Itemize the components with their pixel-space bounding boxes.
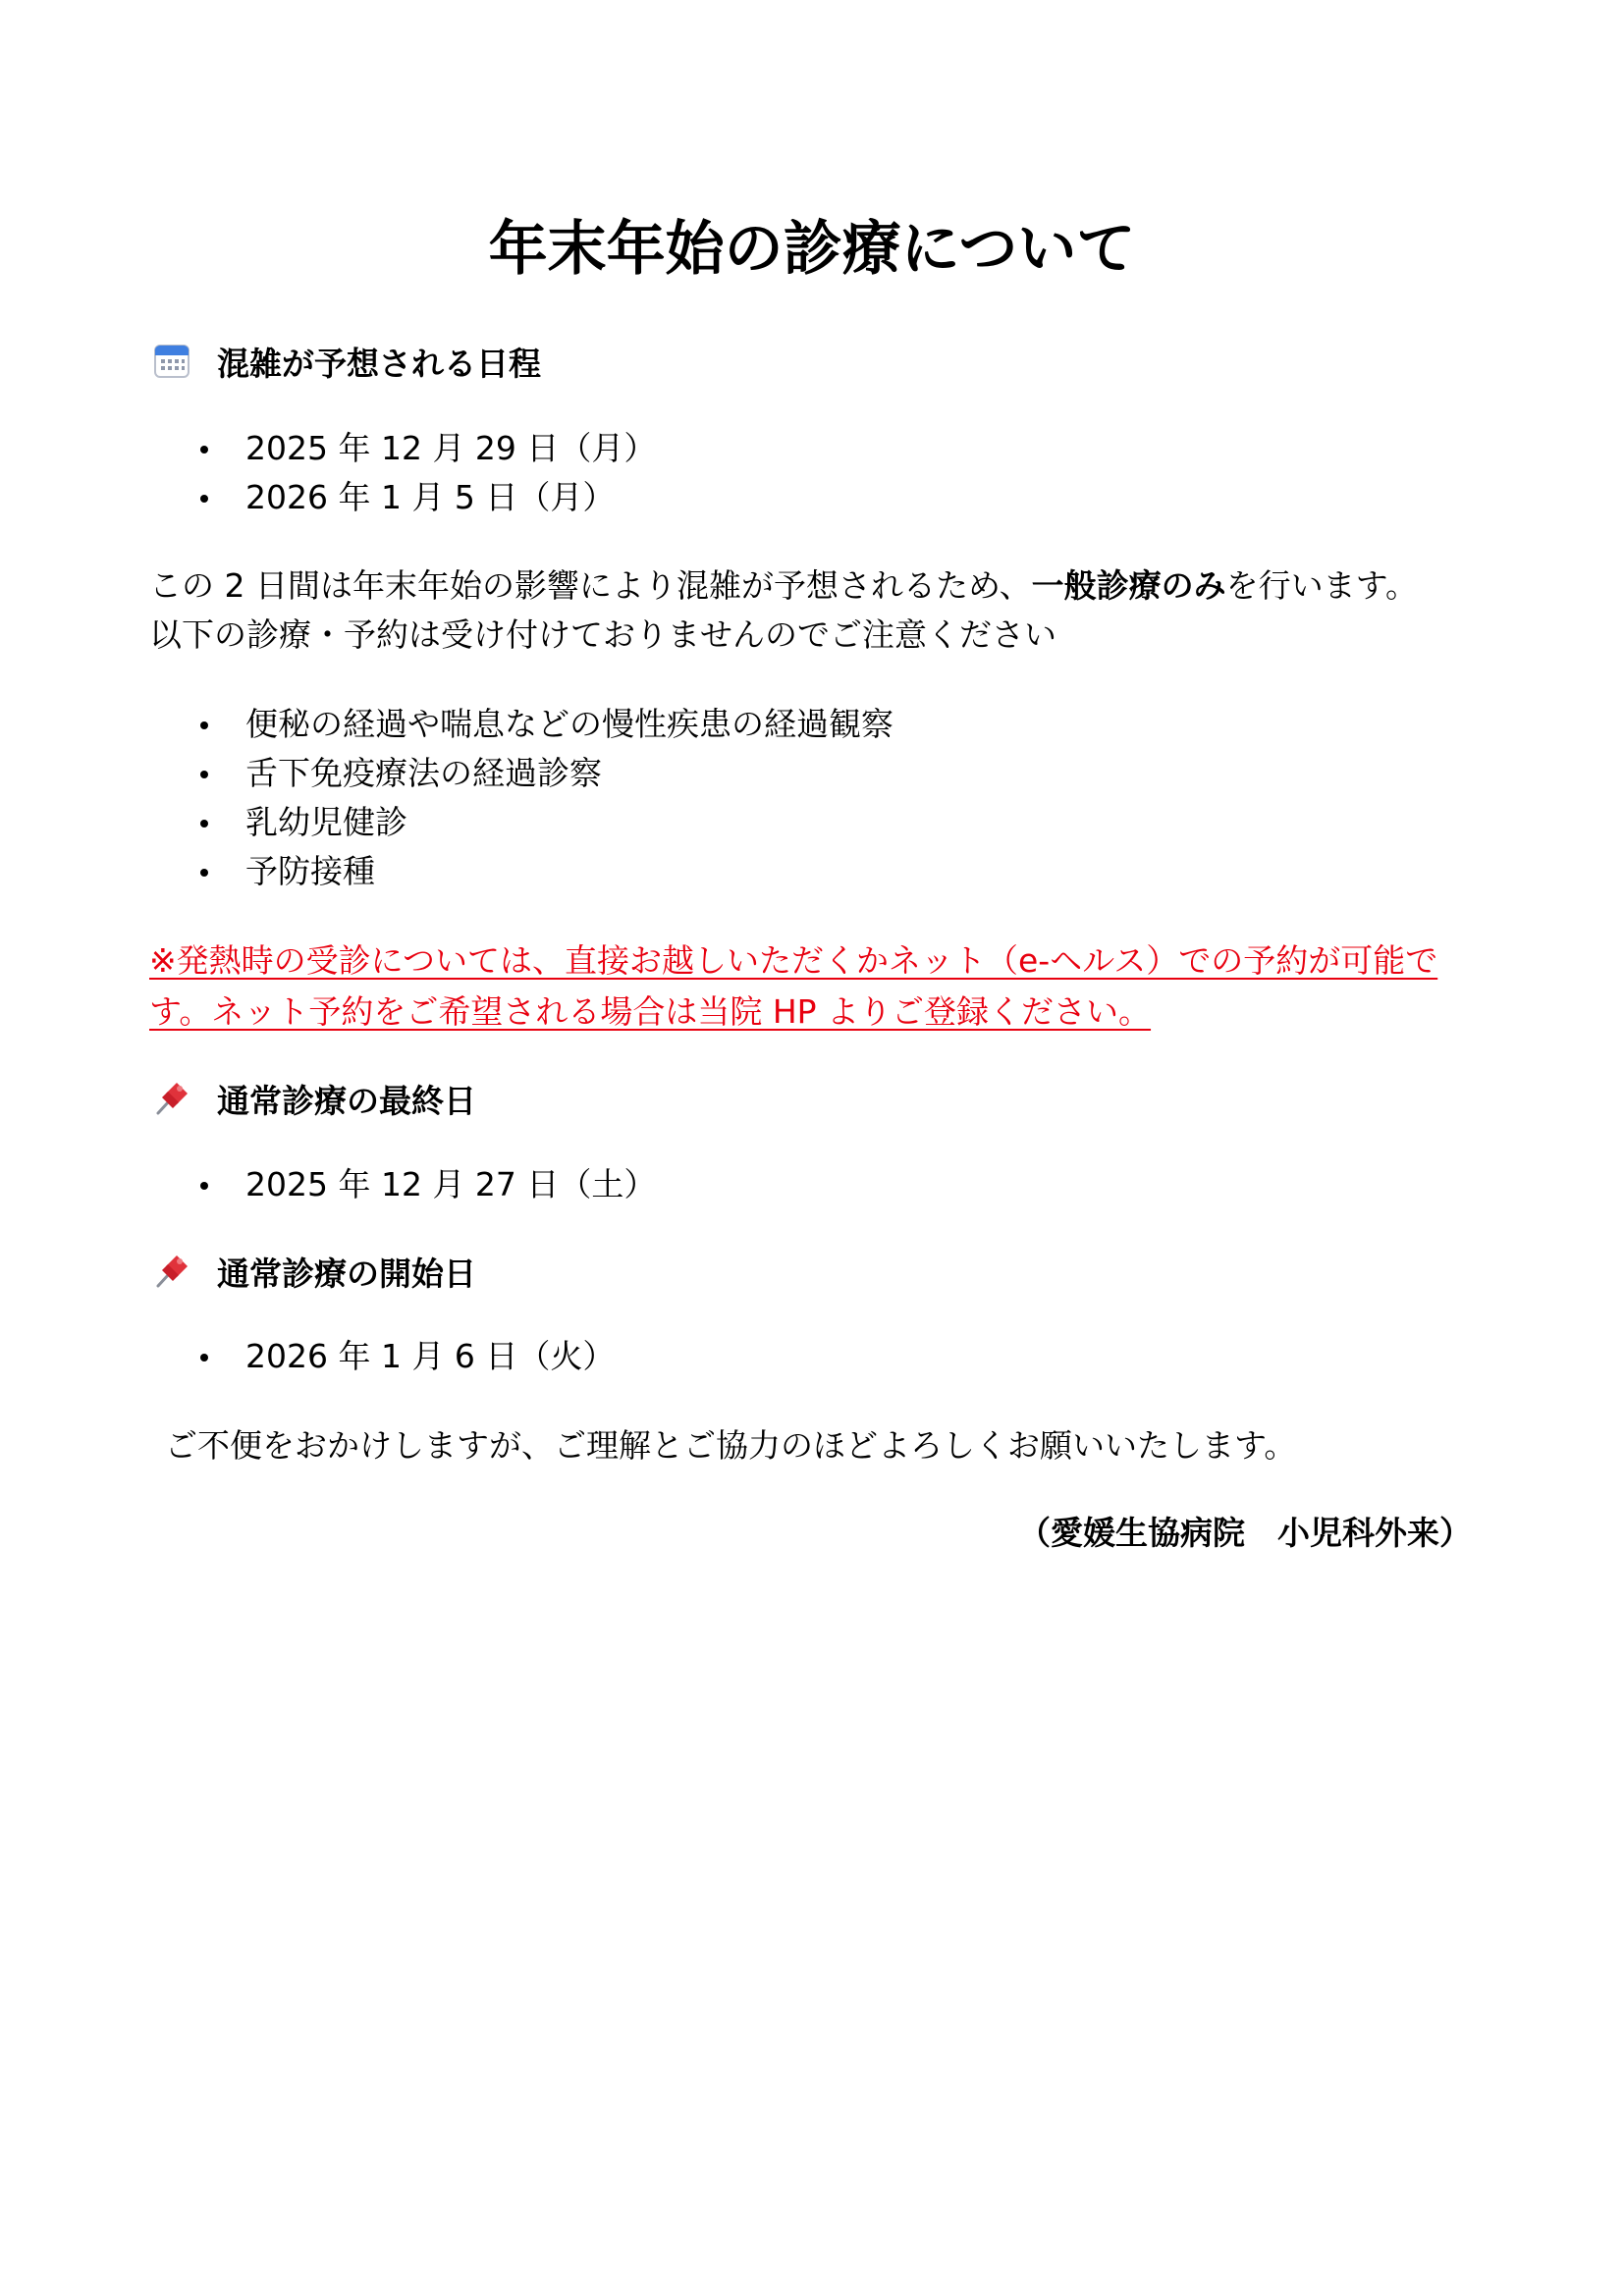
notice-line-1 <box>149 561 1418 611</box>
list-item: 2026 年 1 月 5 日（月） <box>152 473 656 522</box>
list-item: 2026 年 1 月 6 日（火） <box>152 1332 615 1381</box>
signature: （愛媛生協病院 小児科外来） <box>1018 1514 1472 1552</box>
pushpin-icon <box>152 1252 191 1291</box>
list-item: 2025 年 12 月 29 日（月） <box>152 424 656 473</box>
last-day-heading-text: 通常診療の最終日 <box>217 1081 476 1120</box>
page-title: 年末年始の診療について <box>488 215 1136 284</box>
list-item: 便秘の経過や喘息などの慢性疾患の経過観察 <box>152 700 893 749</box>
closing-message: ご不便をおかけしますが、ご理解とご協力のほどよろしくお願いいたします。 <box>165 1426 1297 1465</box>
start-day-list <box>152 1332 615 1381</box>
notice-text: を行います。 <box>1225 566 1419 605</box>
list-item: 乳幼児健診 <box>152 798 893 847</box>
start-day-heading <box>152 1247 476 1296</box>
not-accepted-list <box>152 700 893 896</box>
notice-emphasis: 一般診療のみ <box>1031 566 1226 605</box>
list-item: 予防接種 <box>152 847 893 896</box>
calendar-icon <box>152 342 191 381</box>
last-day-heading <box>152 1074 476 1123</box>
start-day-heading-text: 通常診療の開始日 <box>217 1254 476 1293</box>
busy-days-heading <box>152 337 541 386</box>
busy-days-list <box>152 424 656 522</box>
notice-line-2: 以下の診療・予約は受け付けておりませんのでご注意ください <box>149 615 1056 654</box>
pushpin-icon <box>152 1079 191 1118</box>
fever-warning: ※発熱時の受診については、直接お越しいただくかネット（e-ヘルス）での予約が可能です。ネット予約をご希望される場合は当院 HP よりご登録ください。 <box>149 941 1438 1031</box>
notice-text: この 2 日間は年末年始の影響により混雑が予想されるため、 <box>149 566 1032 605</box>
busy-days-heading-text: 混雑が予想される日程 <box>217 344 541 383</box>
list-item: 2025 年 12 月 27 日（土） <box>152 1160 656 1209</box>
list-item: 舌下免疫療法の経過診察 <box>152 749 893 798</box>
last-day-list <box>152 1160 656 1209</box>
